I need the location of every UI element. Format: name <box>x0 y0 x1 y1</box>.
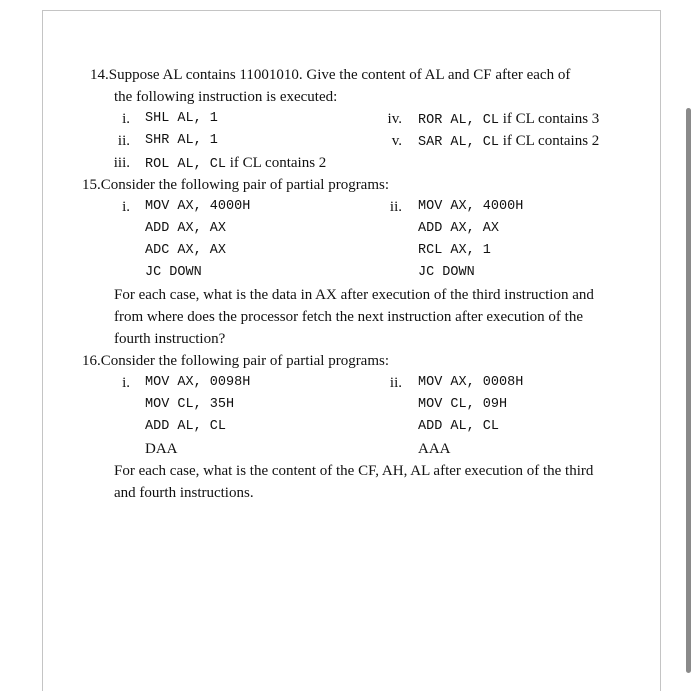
question-15 <box>82 174 630 350</box>
q15-prog1-label: i. <box>122 199 130 215</box>
q16-prog2-line1: MOV AX, 0008H <box>418 375 524 390</box>
question-16 <box>82 350 630 504</box>
q16-stem: 16.Consider the following pair of partial programs: <box>82 353 390 369</box>
q14-item-iii-note: if CL contains 2 <box>226 155 327 171</box>
q14-item-v-num: v. <box>391 133 402 149</box>
q16-prog1-line1: MOV AX, 0098H <box>145 375 251 390</box>
q16-prog1-label: i. <box>122 375 130 391</box>
q15-prog1-line4: JC DOWN <box>145 265 202 280</box>
q16-prog1-line2: MOV CL, 35H <box>145 397 235 412</box>
q14-item-iv-num: iv. <box>387 111 402 127</box>
q14-item-iv <box>418 108 599 132</box>
q14-row-1 <box>90 108 630 130</box>
q16-code-row-1 <box>90 372 630 394</box>
q14-item-v-note: if CL contains 2 <box>499 133 600 149</box>
vertical-scrollbar[interactable] <box>686 108 691 673</box>
q16-prog1-line4: DAA <box>145 441 178 457</box>
q15-question-line2: from where does the processor fetch the next instruction after execution of the <box>114 309 583 325</box>
q16-prog2-line3: ADD AL, CL <box>418 419 500 434</box>
q14-stem-line1: 14.Suppose AL contains 11001010. Give the content of AL and CF after each of <box>90 67 571 83</box>
q15-prog2-line2: ADD AX, AX <box>418 221 500 236</box>
q16-prog2-line4: AAA <box>418 441 451 457</box>
q14-item-iv-code: ROR AL, CL <box>418 113 500 128</box>
question-content <box>82 64 630 504</box>
q15-question-line1: For each case, what is the data in AX after execution of the third instruction and <box>114 287 594 303</box>
q16-prog1-line3: ADD AL, CL <box>145 419 227 434</box>
q14-item-iii-code: ROL AL, CL <box>145 157 227 172</box>
q15-prog1-line3: ADC AX, AX <box>145 243 227 258</box>
q15-code-row-1 <box>90 196 630 218</box>
q14-stem-line2: the following instruction is executed: <box>114 89 338 105</box>
q15-prog2-label: ii. <box>389 199 402 215</box>
q16-question-line1: For each case, what is the content of the CF, AH, AL after execution of the third <box>114 463 594 479</box>
q14-item-ii-code: SHR AL, 1 <box>145 133 218 148</box>
q15-code-row-2 <box>90 218 630 240</box>
q14-item-v-code: SAR AL, CL <box>418 135 500 150</box>
q14-item-i-num: i. <box>122 111 130 127</box>
q15-prog2-line4: JC DOWN <box>418 265 475 280</box>
q15-prog2-line1: MOV AX, 4000H <box>418 199 524 214</box>
q15-code-row-3 <box>90 240 630 262</box>
q16-prog2-label: ii. <box>389 375 402 391</box>
q16-code-row-4 <box>90 438 630 460</box>
q16-code-row-3 <box>90 416 630 438</box>
q14-item-iv-note: if CL contains 3 <box>499 111 600 127</box>
q15-prog1-line2: ADD AX, AX <box>145 221 227 236</box>
q15-question-line3: fourth instruction? <box>114 331 226 347</box>
q16-question-line2: and fourth instructions. <box>114 485 254 501</box>
q15-prog2-line3: RCL AX, 1 <box>418 243 491 258</box>
question-14 <box>90 64 630 174</box>
q15-code-row-4 <box>90 262 630 284</box>
q14-item-ii-num: ii. <box>117 133 130 149</box>
q15-stem: 15.Consider the following pair of partial programs: <box>82 177 390 193</box>
q16-prog2-line2: MOV CL, 09H <box>418 397 508 412</box>
q14-row-3 <box>90 152 630 174</box>
q14-item-v <box>418 130 599 154</box>
q14-item-iii <box>145 152 326 176</box>
q14-item-iii-num: iii. <box>113 155 130 171</box>
q16-code-row-2 <box>90 394 630 416</box>
q14-row-2 <box>90 130 630 152</box>
q14-item-i-code: SHL AL, 1 <box>145 111 218 126</box>
q15-prog1-line1: MOV AX, 4000H <box>145 199 251 214</box>
